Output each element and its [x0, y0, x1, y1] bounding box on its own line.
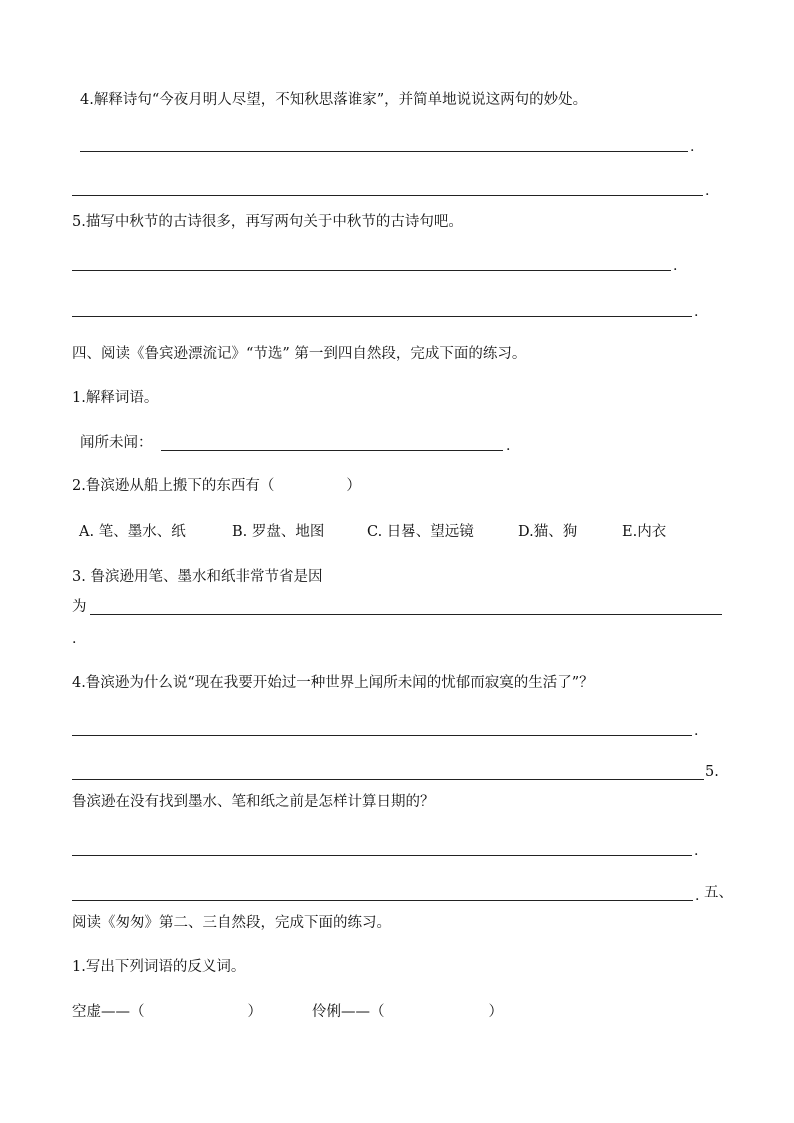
answer-line[interactable] [72, 900, 693, 901]
question-4-1: 1.解释词语。 [72, 390, 159, 406]
question-3-5: 5.描写中秋节的古诗很多，再写两句关于中秋节的古诗句吧。 [72, 214, 463, 230]
line-period: . [694, 843, 699, 859]
antonym-term-2: 伶俐——（ [312, 1004, 385, 1020]
answer-line[interactable] [72, 779, 704, 780]
question-4-2-text: 2.鲁滨逊从船上搬下的东西有（ [72, 478, 275, 494]
section-4-heading: 四、阅读《鲁宾逊漂流记》“节选” 第一到四自然段，完成下面的练习。 [72, 346, 527, 362]
question-4-2 [72, 476, 361, 496]
term-label: 闻所未闻： [80, 435, 153, 451]
section-5-heading: 阅读《匆匆》第二、三自然段，完成下面的练习。 [72, 915, 391, 931]
close-paren: ） [247, 1004, 262, 1020]
option-b: B. 罗盘、地图 [232, 524, 325, 540]
question-5-1: 1.写出下列词语的反义词。 [72, 959, 246, 975]
answer-line[interactable] [72, 195, 703, 196]
question-4-5-number: 5. [705, 764, 719, 780]
answer-line[interactable] [72, 735, 692, 736]
line-period: . [72, 631, 77, 647]
line-period: . [690, 139, 695, 155]
line-period: . [705, 183, 710, 199]
answer-line[interactable] [72, 270, 671, 271]
section-5-number: 五、 [704, 885, 733, 901]
close-paren: ） [488, 1004, 503, 1020]
line-period: . [695, 888, 700, 904]
answer-line[interactable] [80, 151, 688, 152]
line-period: . [694, 723, 699, 739]
antonym-term-1: 空虚——（ [72, 1004, 145, 1020]
line-period: . [673, 258, 678, 274]
answer-line[interactable] [72, 316, 692, 317]
option-a: A. 笔、墨水、纸 [79, 524, 186, 540]
answer-line[interactable] [161, 450, 503, 451]
antonym-pair-2 [312, 1002, 503, 1022]
question-4-4: 4.鲁滨逊为什么说“现在我要开始过一种世界上闻所未闻的忧郁而寂寞的生活了”？ [72, 675, 594, 691]
line-period: . [694, 304, 699, 320]
close-paren: ） [346, 478, 361, 494]
answer-line[interactable] [72, 855, 692, 856]
antonym-pair-1 [72, 1002, 262, 1022]
question-4-3-cont: 为 [72, 599, 87, 615]
option-c: C. 日晷、望远镜 [367, 524, 474, 540]
line-period: . [506, 438, 511, 454]
question-3-4: 4.解释诗句“今夜月明人尽望，不知秋思落谁家”，并简单地说说这两句的妙处。 [80, 92, 588, 108]
question-4-3: 3. 鲁滨逊用笔、墨水和纸非常节省是因 [72, 569, 323, 585]
answer-line[interactable] [90, 614, 722, 615]
option-d: D.猫、狗 [518, 524, 578, 540]
option-e: E.内衣 [622, 524, 667, 540]
question-4-5: 鲁滨逊在没有找到墨水、笔和纸之前是怎样计算日期的？ [72, 794, 435, 810]
